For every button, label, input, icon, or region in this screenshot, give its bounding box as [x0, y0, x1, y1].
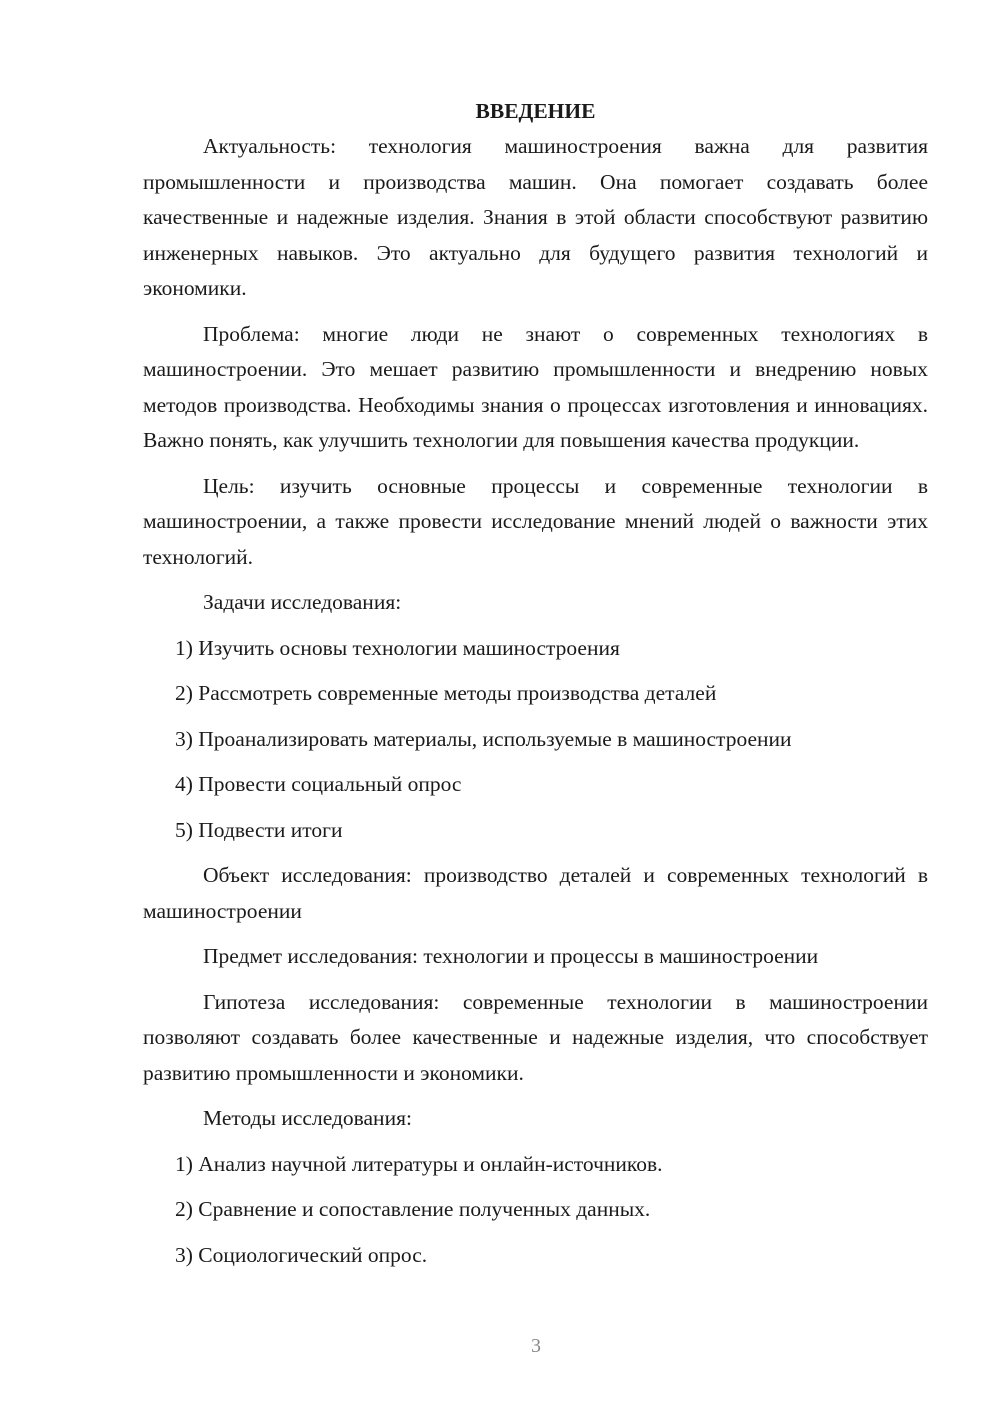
task-item: 5) Подвести итоги	[175, 817, 343, 842]
task-item: 3) Проанализировать материалы, используемые в машиностроении	[175, 726, 792, 751]
page-number: 3	[531, 1335, 541, 1357]
page-title: ВВЕДЕНИЕ	[475, 99, 596, 123]
method-item: 2) Сравнение и сопоставление полученных данных.	[175, 1197, 651, 1221]
task-item: 1) Изучить основы технологии машиностроения	[175, 635, 620, 660]
problem-paragraph: Проблема: многие люди не знают о современных технологиях в машиностроении. Это мешает развитию промышленности и внедрению новых методов производства. Необходимы знания о процессах изготовления и инновациях. Важно понять, как улучшить технологии для повышения качества продукции.	[143, 321, 928, 452]
method-item: 1) Анализ научной литературы и онлайн-источников.	[175, 1151, 663, 1176]
subject-paragraph: Предмет исследования: технологии и процессы в машиностроении	[203, 944, 819, 968]
tasks-heading: Задачи исследования:	[203, 590, 402, 614]
document-page	[143, 94, 928, 1283]
task-item: 2) Рассмотреть современные методы производства деталей	[175, 681, 717, 705]
task-item: 4) Провести социальный опрос	[175, 772, 462, 796]
relevance-paragraph: Актуальность: технология машиностроения важна для развития промышленности и производства машин. Она помогает создавать более качественные и надежные изделия. Знания в этой области способствуют развитию инженерных навыков. Это актуально для будущего развития технологий и экономики.	[143, 134, 928, 300]
methods-heading: Методы исследования:	[203, 1106, 412, 1130]
object-paragraph: Объект исследования: производство деталей и современных технологий в машиностроении	[143, 863, 928, 923]
goal-paragraph: Цель: изучить основные процессы и современные технологии в машиностроении, а также провести исследование мнений людей о важности этих технологий.	[143, 473, 928, 569]
method-item: 3) Социологический опрос.	[175, 1242, 428, 1267]
hypothesis-paragraph: Гипотеза исследования: современные технологии в машиностроении позволяют создавать более качественные и надежные изделия, что способствует развитию промышленности и экономики.	[143, 989, 928, 1085]
